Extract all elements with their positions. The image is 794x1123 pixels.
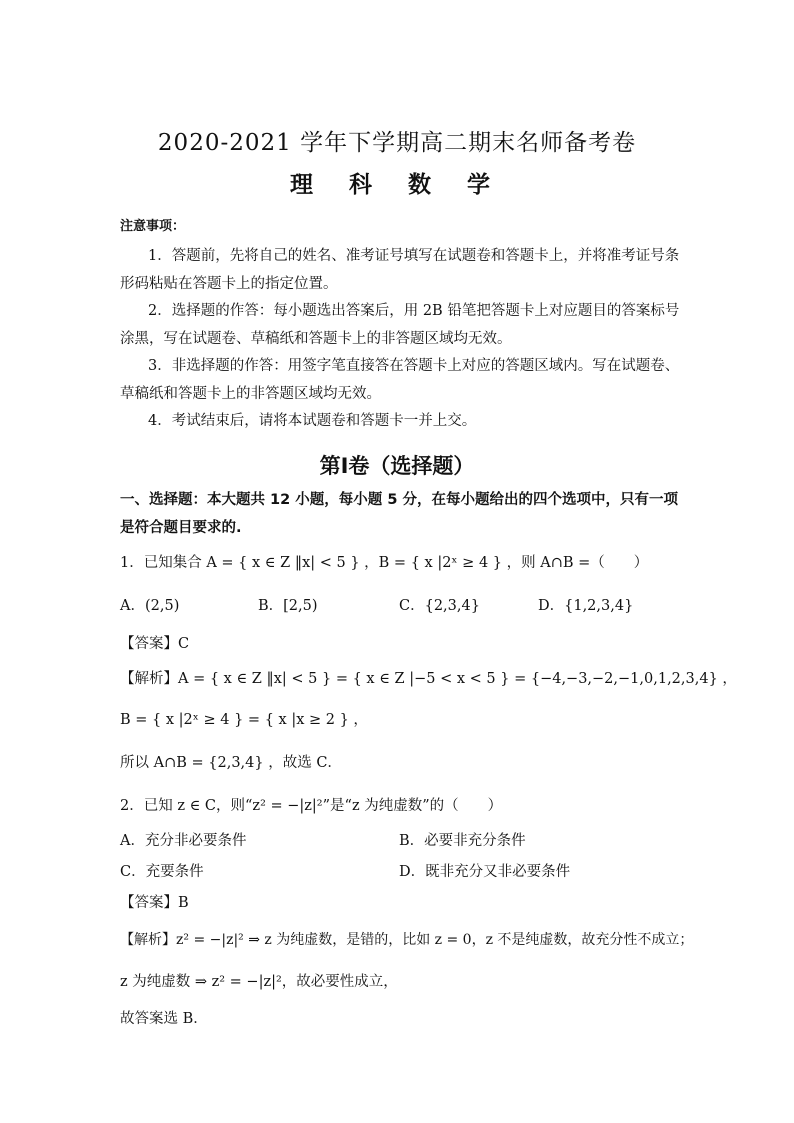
notice-item-2: 2．选择题的作答：每小题选出答案后，用 2B 铅笔把答题卡上对应题目的答案标号涂黑，写在试题卷、草稿纸和答题卡上的非答题区域均无效。 [120, 303, 680, 347]
section-description: 一、选择题：本大题共 12 小题，每小题 5 分，在每小题给出的四个选项中，只有一项是符合题目要求的. [120, 492, 678, 536]
q1-option-c: C．{2,3,4} [399, 598, 480, 614]
section-title: 第Ⅰ卷（选择题） [319, 454, 475, 478]
q2-option-b: B．必要非充分条件 [399, 833, 526, 849]
q1-option-b: B．[2,5) [258, 598, 318, 614]
q2-option-d: D．既非充分又非必要条件 [399, 864, 571, 880]
q2-analysis-1: 【解析】z² = −|z|² ⇒ z 为纯虚数，是错的，比如 z = 0，z 不是纯虚数，故充分性不成立； [120, 932, 694, 948]
q1-analysis-2: B = { x |2ˣ ≥ 4 } = { x |x ≥ 2 } ， [120, 712, 368, 728]
notice-item-3: 3．非选择题的作答：用签字笔直接答在答题卡上对应的答题区域内。写在试题卷、草稿纸和答题卡上的非答题区域均无效。 [120, 358, 680, 402]
q1-analysis-1: 【解析】A = { x ∈ Z ‖x| < 5 } = { x ∈ Z |−5 < x < 5 } = {−4,−3,−2,−1,0,1,2,3,4} ， [120, 671, 737, 687]
subject-title: 理 科 数 学 [289, 171, 505, 198]
q1-answer: 【答案】C [120, 636, 190, 652]
q2-analysis-3: 故答案选 B． [120, 1011, 208, 1027]
exam-title: 2020-2021 学年下学期高二期末名师备考卷 [157, 130, 637, 156]
q1-stem: 1．已知集合 A = { x ∈ Z ‖x| < 5 } ，B = { x |2ˣ ≥ 4 } ，则 A∩B =（ ） [120, 555, 649, 571]
q1-analysis-3: 所以 A∩B = {2,3,4} ，故选 C． [120, 755, 342, 771]
q2-option-c: C．充要条件 [120, 864, 204, 880]
notice-heading: 注意事项： [120, 219, 186, 234]
q2-option-a: A．充分非必要条件 [120, 833, 247, 849]
notice-item-1: 1．答题前，先将自己的姓名、准考证号填写在试题卷和答题卡上，并将准考证号条形码粘贴在答题卡上的指定位置。 [120, 248, 680, 292]
q2-stem: 2．已知 z ∈ C，则“z² = −|z|²”是“z 为纯虚数”的（ ） [120, 798, 503, 814]
q1-option-a: A．(2,5) [120, 598, 180, 614]
q2-analysis-2: z 为纯虚数 ⇒ z² = −|z|²，故必要性成立， [120, 974, 398, 990]
q1-option-d: D．{1,2,3,4} [538, 598, 634, 614]
notice-item-4: 4．考试结束后，请将本试题卷和答题卡一并上交。 [148, 413, 477, 429]
q2-answer: 【答案】B [120, 895, 189, 911]
